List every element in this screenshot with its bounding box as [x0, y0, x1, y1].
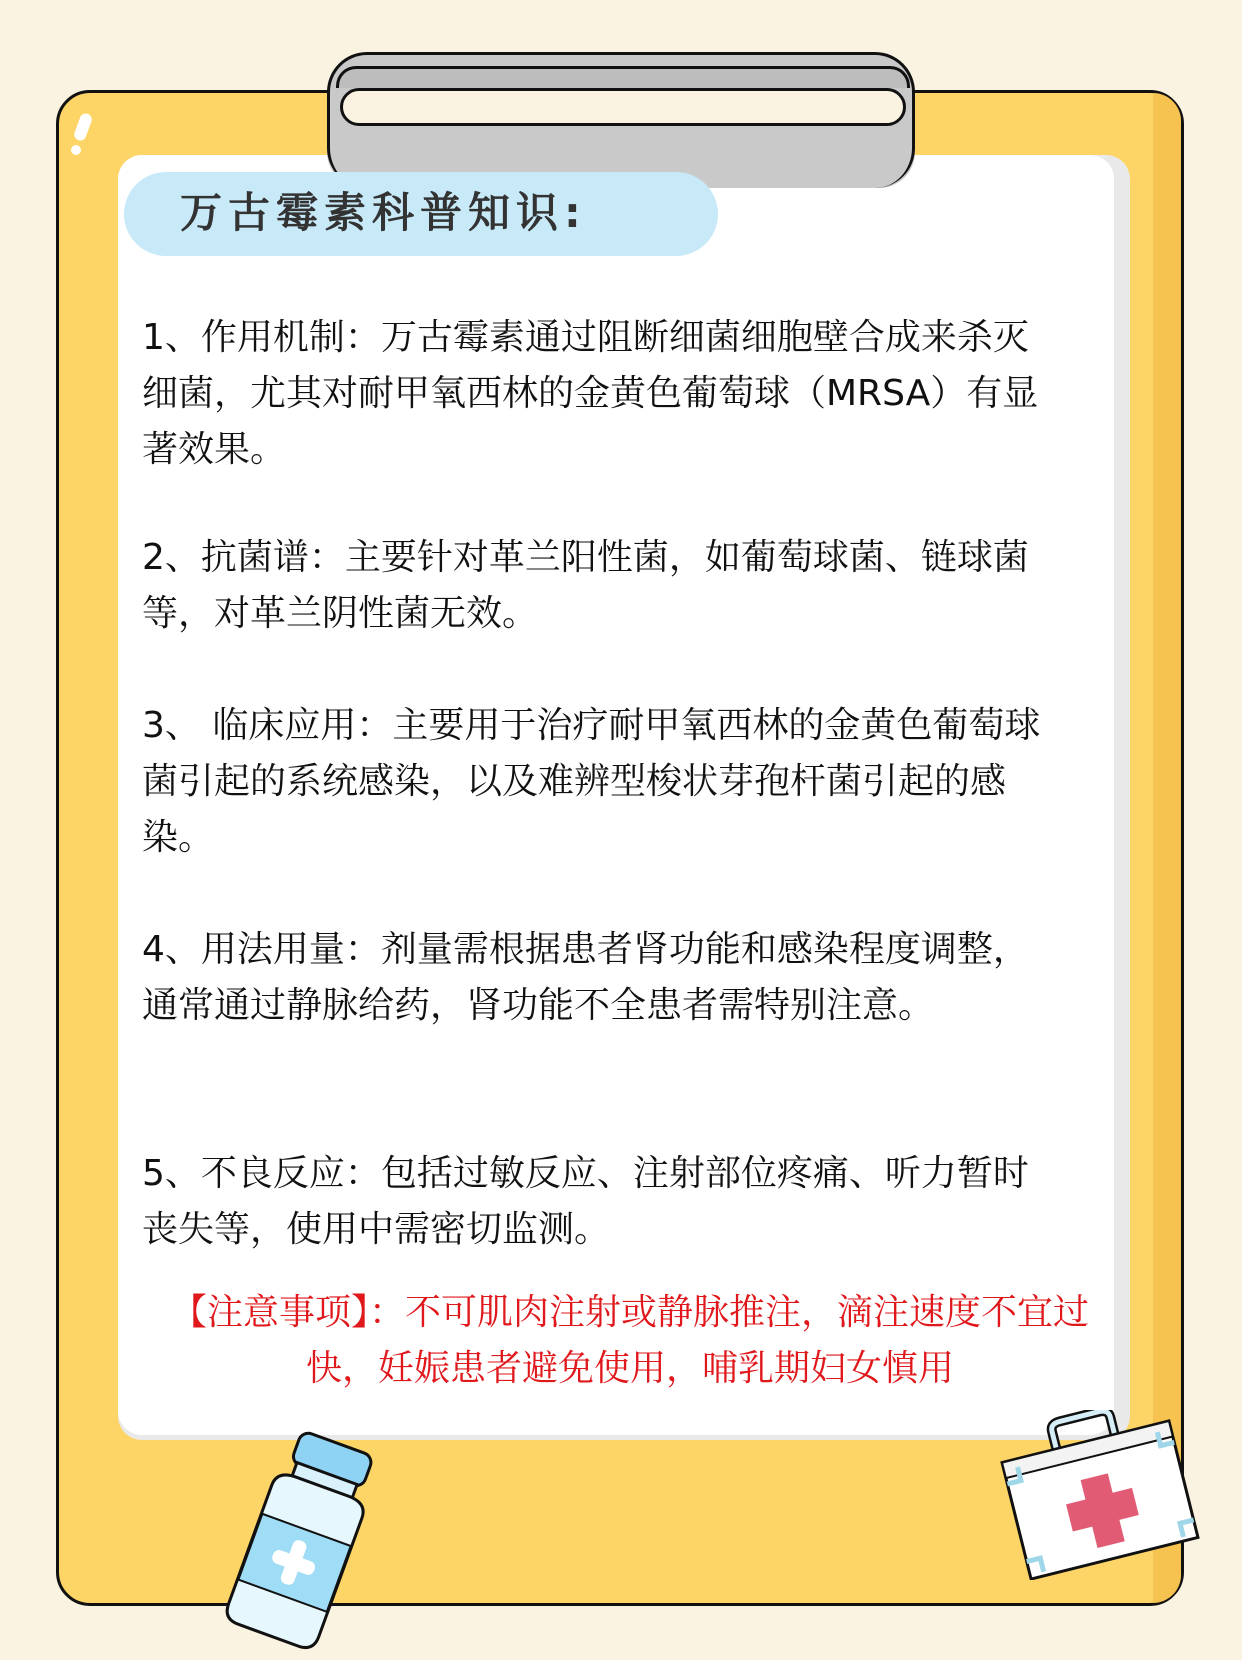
medicine-bottle-icon	[225, 1430, 385, 1650]
clip-slot	[340, 88, 906, 126]
clip-band	[336, 66, 910, 88]
section-mechanism: 1、作用机制：万古霉素通过阻断细菌细胞壁合成来杀灭细菌，尤其对耐甲氧西林的金黄色葡萄球（MRSA）有显著效果。	[142, 317, 1039, 470]
page-title: 万古霉素科普知识:	[180, 188, 587, 237]
shine-dot	[71, 145, 81, 155]
section-spectrum: 2、抗菌谱：主要针对革兰阳性菌，如葡萄球菌、链球菌等，对革兰阴性菌无效。	[142, 537, 1029, 634]
section-side-effects: 5、不良反应：包括过敏反应、注射部位疼痛、听力暂时丧失等，使用中需密切监测。	[142, 1153, 1029, 1250]
notice-text: 【注意事项】：不可肌肉注射或静脉推注，滴注速度不宜过快，妊娠患者避免使用，哺乳期妇女慎用	[170, 1292, 1089, 1389]
first-aid-kit-icon	[1000, 1410, 1200, 1580]
section-dosage: 4、用法用量：剂量需根据患者肾功能和感染程度调整，通常通过静脉给药，肾功能不全患者需特别注意。	[142, 929, 1029, 1026]
board-shade	[1153, 93, 1181, 1603]
shine-mark	[73, 112, 94, 142]
section-clinical-use: 3、 临床应用：主要用于治疗耐甲氧西林的金黄色葡萄球菌引起的系统感染，以及难辨型梭状芽孢杆菌引起的感染。	[142, 705, 1041, 858]
